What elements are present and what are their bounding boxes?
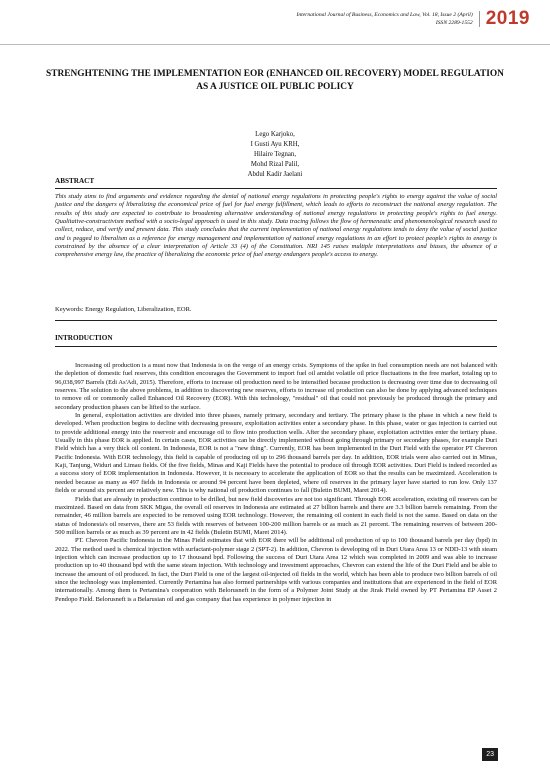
author: Mohd Rizal Palil, xyxy=(250,161,300,168)
abstract-bottom-rule xyxy=(55,320,497,321)
author: Abdul Kadir Jaelani xyxy=(247,171,303,178)
keywords: Keywords: Energy Regulation, Liberalization, EOR. xyxy=(55,306,192,313)
introduction-heading: INTRODUCTION xyxy=(55,334,113,342)
paragraph: Increasing oil production is a must now that Indonesia is on the verge of an energy crisis. Symptoms of the spike in fuel consumption needs are not balanced with the depletion of domestic fuel reserves, this condition encourages the Government to import fuel oil amidst volatile oil price fluctuations in the free market, totaling up to 96,038,997 Barrels (Edi As'Adi, 2015). Therefore, efforts to increase oil production need to be intensified because production is decreasing over time due to decreasing oil reserves. The solution to the above problems, in addition to discovering new reserves, efforts to increase oil production can also be done by applying advanced techniques to remove oil or commonly called Enhanced Oil Recovery (EOR). With this technology, "residual" oil that could not previously be produced through the primary and secondary production phases can be lifted to the surface. xyxy=(55,362,497,411)
header-divider xyxy=(0,44,550,45)
introduction-rule xyxy=(55,346,497,347)
author: Hilaire Tegnan, xyxy=(253,151,297,158)
abstract-heading: ABSTRACT xyxy=(55,177,95,185)
abstract-top-rule xyxy=(55,188,497,189)
journal-info xyxy=(296,11,479,27)
introduction-body xyxy=(55,362,497,604)
paper-title: STRENGHTENING THE IMPLEMENTATION EOR (ENHANCED OIL RECOVERY) MODEL REGULATION AS A JUSTICE OIL PUBLIC POLICY xyxy=(46,69,504,92)
journal-name: International Journal of Business, Economics and Law, Vol. 18, Issue 2 (April) xyxy=(296,12,473,18)
page-number: 23 xyxy=(482,748,498,761)
journal-year: 2019 xyxy=(485,8,530,29)
abstract-text: This study aims to find arguments and evidence regarding the denial of national energy regulations in protecting people's rights to energy against the value of social justice and the dangers of liberalizing the economical price of fuel for fuel energy fulfillment, which leads to efforts to reconstruct the national energy regulation. The results of this study are expected to contribute to broadening alternative understanding of national energy regulations in protecting people's rights to fuel energy. Qualitative-constructivism method with a socio-legal approach is used in this study. Data tracing follows the flow of hermeneutic and phenomenological research used to collect, reduce, and verify and present data. This study concludes that the current implementation of national energy regulations tends to deny the value of social justice and is pegged to liberalism as a reference for energy management and implementation of national energy regulations in an effort to protect people's rights to energy is constrained by the absence of a clear interpretation of Article 33 (4) of the Constitution. NRI 145 raises multiple interpretations and biases, the absence of a comprehensive energy law, the practice of liberalizing the economic price of fuel energy endangers people's access to energy. xyxy=(55,193,497,259)
journal-issn: ISSN 2289-1552 xyxy=(435,20,473,26)
author: I Gusti Ayu KRH, xyxy=(250,141,300,148)
paragraph: Fields that are already in production continue to be drilled, but new field discoveries are not too significant. Through EOR acceleration, existing oil reserves can be maximized. Based on data from SKK Migas, the overall oil reserves in Indonesia are estimated at 27 billion barrels and there are 3.3 billion barrels remaining. From the remainder, 46 million barrels are expected to be removed using EOR technology. However, the remaining oil content in each field is not the same. Based on data on the status of Indonesia's oil reserves, there are 53 fields with reserves of between 100-200 million barrels or as much as 21 percent. The remaining reserves of between 200-500 million barrels or as much as 39 percent are in 42 fields (Buletin BUMI, Maret 2014). xyxy=(55,495,497,536)
paragraph: In general, exploitation activities are divided into three phases, namely primary, secondary and tertiary. The primary phase is the phase in which a new field is developed. When production begins to decline with decreasing pressure, exploitation activities enter a secondary phase. In this phase, water or gas injection is carried out to provide additional energy into the reservoir and encourage oil to flow into production wells. After the secondary phase, exploitation activities enter the tertiary phase. Usually in this phase EOR is applied. In certain cases, EOR activities can be directly implemented without going through primary or secondary phases, for example Duri Field which has a very thick oil content. In Indonesia, EOR is not a "new thing". Currently, EOR has been implemented in the Duri Field with the operator PT Chevron Pacific Indonesia. With EOR technology, this field is capable of producing oil up to 296 thousand barrels per day. In addition, EOR trials were also carried out in Minas, Kaji, Tanjung, Widuri and Limau fields. Of the five fields, Minas and Kaji Fields have the potential to produce oil through EOR activities. Duri Field is indeed recorded as a success story of EOR implementation in Indonesia. However, it is necessary to accelerate the application of EOR so that the results can be maximized. Acceleration is needed because as many as 497 fields in Indonesia or around 94 percent have been depleted, where oil reserves in the primary layer have started to run low. Only 137 fields or around six percent are relatively new. This is why national oil production continues to fall (Buletin BUMI, Maret 2014). xyxy=(55,412,497,495)
journal-header xyxy=(296,8,530,30)
paragraph: PT. Chevron Pacific Indonesia in the Minas Field estimates that with EOR there will be additional oil production of up to 100 thousand barrels per day (bpd) in 2022. The method used is chemical injection with surfactant-polymer stage 2 (SPT-2). In addition, Chevron is developing oil in Duri Utara Area 13 or NDD-13 with steam injection which can increase production up to 17 thousand bpd. Following the success of Duri Utara Area 12 which was completed in 2009 and was able to increase production up to 40 thousand bpd with the same steam injection. With technology and investment approaches, Chevron can extend the life of the Duri Field and be able to increase the amount of oil produced. In fact, the Duri Field is one of the largest oil-injected oil fields in the world, which has been able to produce two billion barrels of oil since the technology was implemented. Currently Pertamina has also formed partnerships with various companies and institutions that are experienced in the field of EOR internationally. Among them is Pertamina's cooperation with Belorusneft in the form of a Polymer Joint Study at the Jirak Field owned by PT Pertamina EP Asset 2 Pendopo Field. Belorusneft is a Belarusian oil and gas company that has experience in polymer injection in xyxy=(55,537,497,603)
author-list xyxy=(0,130,550,180)
author: Lego Karjoko, xyxy=(255,131,295,138)
